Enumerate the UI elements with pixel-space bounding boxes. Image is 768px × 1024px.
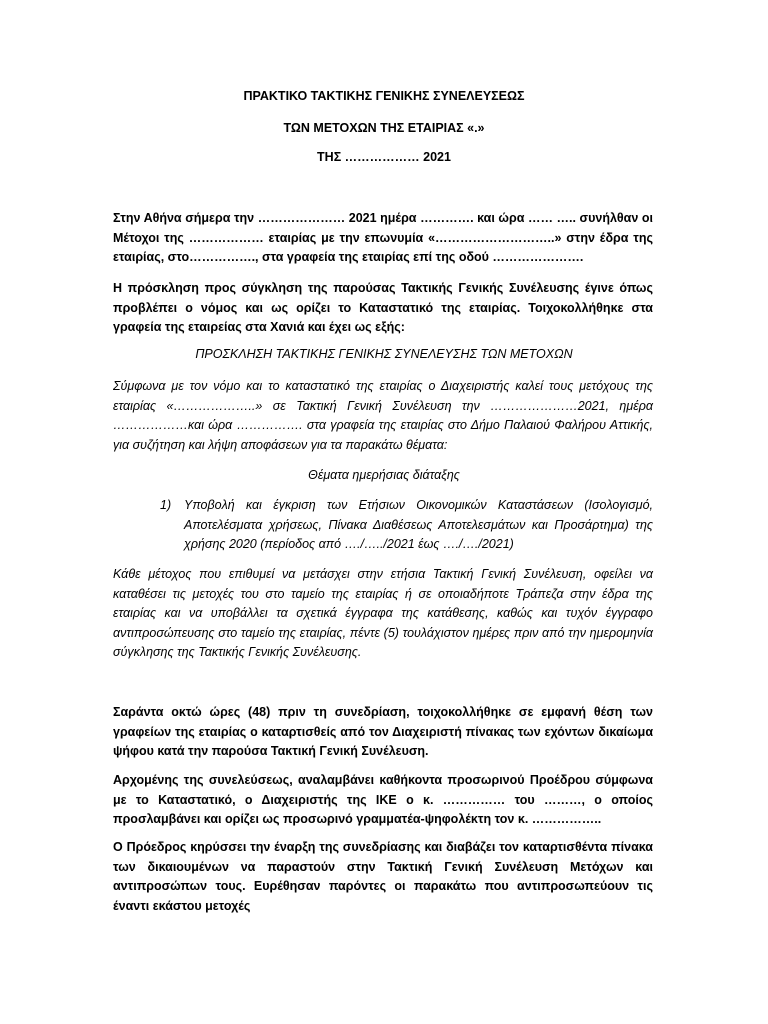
invitation-body: Σύμφωνα με τον νόμο και το καταστατικό της εταιρίας ο Διαχειριστής καλεί τους μετόχους της εταιρίας «………………..» σε Τακτική Γενική Συνέλευση την …………………2021, ημέρα ………………και ώρα ……………. στα γραφεία της εταιρίας στο Δήμο Παλαιού Φαλήρου Αττικής, για συζήτηση και λήψη αποφάσεων για τα παρακάτω θέματα: (113, 379, 653, 452)
title-line-2: ΤΩΝ ΜΕΤΟΧΩΝ ΤΗΣ ΕΤΑΙΡΙΑΣ «.» (283, 121, 485, 135)
paragraph-48-hours: Σαράντα οκτώ ώρες (48) πριν τη συνεδρίαση, τοιχοκολλήθηκε σε εμφανή θέση των γραφείων της εταιρίας ο καταρτισθείς από τον Διαχειριστή πίνακας των εχόντων δικαίωμα ψήφου κατά την παρούσα Τακτική Γενική Συνέλευση. (113, 705, 653, 758)
agenda-item-text: Υποβολή και έγκριση των Ετήσιων Οικονομικών Καταστάσεων (Ισολογισμό, Αποτελέσματα χρήσεως, Πίνακα Διαθέσεως Αποτελεσμάτων και Προσάρτημα) της χρήσης 2020 (περίοδος από …./…../2021 έως …./…./2021) (184, 498, 653, 551)
invitation-intro-paragraph: Η πρόσκληση προς σύγκληση της παρούσας Τακτικής Γενικής Συνέλευσης έγινε όπως προβλέπει ο νόμος και ως ορίζει το Καταστατικό της εταιρίας. Τοιχοκολλήθηκε στα γραφεία της εταιρείας στα Χανιά και έχει ως εξής: (113, 281, 653, 334)
agenda-item-number: 1) (160, 498, 172, 512)
agenda-heading: Θέματα ημερήσιας διάταξης (308, 468, 460, 482)
invitation-closing: Κάθε μέτοχος που επιθυμεί να μετάσχει στην ετήσια Τακτική Γενική Συνέλευση, οφείλει να καταθέσει τις μετοχές του στο ταμείο της εταιρίας ή σε οποιαδήποτε Τράπεζα στην έδρα της εταιρίας και να υποβάλλει τα σχετικά έγγραφα της κατάθεσης, καθώς και τυχόν έγγραφο αντιπροσώπευσης στο ταμείο της εταιρίας, πέντε (5) τουλάχιστον ημέρες πριν από την ημερομηνία σύγκλησης της Τακτικής Γενικής Συνέλευσης. (113, 567, 653, 659)
invitation-heading: ΠΡΟΣΚΛΗΣΗ ΤΑΚΤΙΚΗΣ ΓΕΝΙΚΗΣ ΣΥΝΕΛΕΥΣΗΣ ΤΩΝ ΜΕΤΟΧΩΝ (195, 347, 573, 361)
title-line-1: ΠΡΑΚΤΙΚΟ ΤΑΚΤΙΚΗΣ ΓΕΝΙΚΗΣ ΣΥΝΕΛΕΥΣΕΩΣ (243, 89, 525, 103)
paragraph-chair: Αρχομένης της συνελεύσεως, αναλαμβάνει καθήκοντα προσωρινού Προέδρου σύμφωνα με το Καταστατικό, ο Διαχειριστής της ΙΚΕ ο κ. …………… του ………, ο οποίος προσλαμβάνει και ορίζει ως προσωρινό γραμματέα-ψηφολέκτη τον κ. …………….. (113, 773, 653, 826)
title-line-3: ΤΗΣ ……………… 2021 (317, 150, 451, 164)
paragraph-opening: Ο Πρόεδρος κηρύσσει την έναρξη της συνεδρίασης και διαβάζει τον καταρτισθέντα πίνακα των δικαιουμένων να παραστούν στην Τακτική Γενική Συνέλευση Μετόχων και αντιπροσώπων τους. Ευρέθησαν παρόντες οι παρακάτω που αντιπροσωπεύουν τις έναντι εκάστου μετοχές (113, 840, 653, 913)
agenda-item (160, 496, 653, 555)
intro-paragraph: Στην Αθήνα σήμερα την ………………… 2021 ημέρα …………. και ώρα …… ….. συνήλθαν οι Μέτοχοι της ……………… εταιρίας με την επωνυμία «………………………..» στην έδρα της εταιρίας, στο……………., στα γραφεία της εταιρίας επί της οδού …………………. (113, 211, 653, 264)
